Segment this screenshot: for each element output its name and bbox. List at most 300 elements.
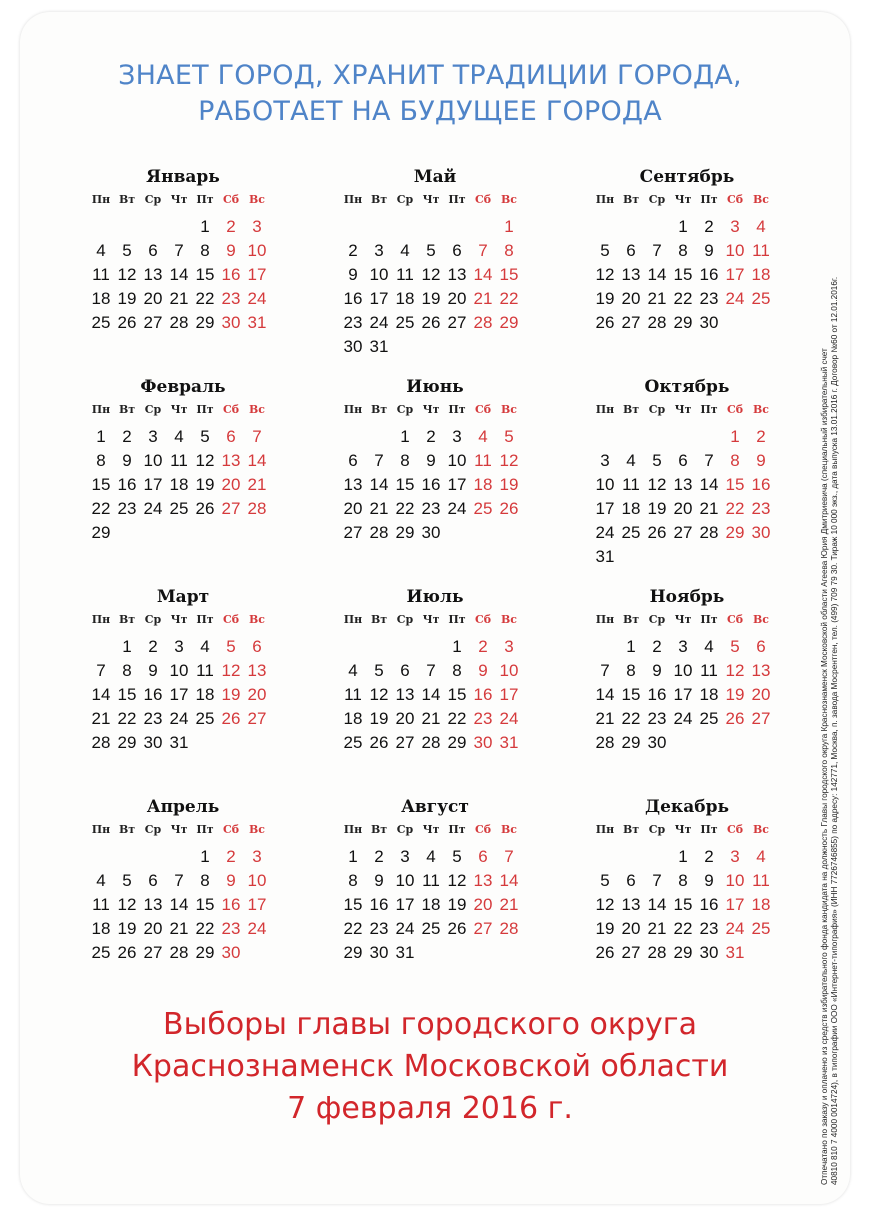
day-cell: 7 [704,451,714,470]
day-cell: 9 [148,661,158,680]
day-cell: 3 [678,637,688,656]
weekday-header: Пн [343,403,363,416]
day-cell: 30 [751,523,771,542]
day-cell: 18 [343,709,363,728]
day-cell: 13 [621,265,641,284]
day-cell: 24 [395,919,415,938]
empty-cell [366,215,392,239]
day-cell: 25 [91,943,111,962]
month-calendar [88,795,278,965]
day-cell: 14 [499,871,519,890]
weekday-header: Вс [501,193,517,206]
election-line-2: Краснознаменск Московской области [131,1049,729,1084]
weekday-header: Пт [196,613,214,626]
day-cell: 22 [195,919,215,938]
empty-cell [340,635,366,659]
day-cell: 30 [221,313,241,332]
day-cell: 5 [652,451,662,470]
day-cell: 15 [343,895,363,914]
day-cell: 27 [447,313,467,332]
day-cell: 17 [673,685,693,704]
day-cell: 26 [647,523,667,542]
day-cell: 9 [348,265,358,284]
month-calendar [592,585,782,755]
day-cell: 23 [751,499,771,518]
day-cell: 19 [195,475,215,494]
day-cell: 10 [499,661,519,680]
empty-cell [592,425,618,449]
month-calendar [88,585,278,755]
weekday-header: Ср [396,193,414,206]
day-cell: 4 [96,871,106,890]
weekday-header: Вс [753,193,769,206]
month-title: Июль [406,587,464,607]
day-cell: 24 [369,313,389,332]
day-cell: 17 [169,685,189,704]
day-cell: 20 [143,289,163,308]
weekday-header: Сб [222,823,240,836]
day-cell: 11 [622,475,640,494]
day-cell: 14 [647,895,667,914]
day-cell: 19 [117,919,137,938]
day-cell: 27 [673,523,693,542]
weekday-header: Чт [170,193,188,206]
day-cell: 9 [756,451,766,470]
weekday-header: Пн [91,613,111,626]
day-cell: 19 [221,685,241,704]
day-cell: 11 [196,661,214,680]
day-cell: 10 [725,241,745,260]
day-cell: 24 [725,289,745,308]
day-cell: 6 [148,871,158,890]
day-cell: 2 [122,427,132,446]
month-calendar [340,795,530,965]
day-cell: 11 [92,895,110,914]
day-cell: 23 [221,289,241,308]
day-cell: 6 [452,241,462,260]
empty-cell [644,845,670,869]
day-cell: 5 [730,637,740,656]
day-cell: 2 [148,637,158,656]
weekday-header: Вт [370,823,388,836]
weekday-header: Вт [118,403,136,416]
day-cell: 1 [96,427,106,446]
weekday-header: Пт [196,193,214,206]
day-cell: 1 [200,847,210,866]
day-cell: 14 [595,685,615,704]
empty-cell [392,215,418,239]
day-cell: 12 [421,265,441,284]
day-cell: 1 [626,637,636,656]
day-cell: 13 [143,265,163,284]
day-cell: 15 [91,475,111,494]
weekday-header: Чт [674,403,692,416]
weekday-header: Вс [249,403,265,416]
month-calendar [88,375,278,545]
day-cell: 9 [374,871,384,890]
day-cell: 12 [221,661,241,680]
day-cell: 18 [751,895,771,914]
day-cell: 4 [96,241,106,260]
day-cell: 15 [447,685,467,704]
day-cell: 9 [426,451,436,470]
empty-cell [366,635,392,659]
day-cell: 30 [699,313,719,332]
day-cell: 26 [595,313,615,332]
weekday-header: Вс [501,613,517,626]
day-cell: 15 [117,685,137,704]
day-cell: 25 [699,709,719,728]
day-cell: 1 [122,637,132,656]
day-cell: 13 [395,685,415,704]
day-cell: 6 [478,847,488,866]
day-cell: 27 [395,733,415,752]
month-grid [340,401,530,545]
day-cell: 3 [504,637,514,656]
day-cell: 27 [143,313,163,332]
day-cell: 12 [117,265,137,284]
day-cell: 16 [421,475,441,494]
day-cell: 29 [91,523,111,542]
day-cell: 16 [751,475,771,494]
day-cell: 3 [600,451,610,470]
day-cell: 24 [673,709,693,728]
month-grid [340,611,530,755]
day-cell: 27 [221,499,241,518]
day-cell: 8 [730,451,740,470]
day-cell: 4 [756,847,766,866]
day-cell: 31 [395,943,415,962]
day-cell: 24 [499,709,519,728]
day-cell: 25 [91,313,111,332]
weekday-header: Пт [700,193,718,206]
day-cell: 7 [600,661,610,680]
day-cell: 23 [473,709,493,728]
day-cell: 29 [499,313,519,332]
day-cell: 16 [343,289,363,308]
weekday-header: Чт [674,613,692,626]
day-cell: 3 [730,217,740,236]
day-cell: 29 [673,943,693,962]
day-cell: 28 [369,523,389,542]
weekday-header: Ср [144,613,162,626]
month-title: Февраль [140,377,226,397]
day-cell: 11 [422,871,440,890]
day-cell: 9 [704,871,714,890]
day-cell: 26 [725,709,745,728]
day-cell: 26 [221,709,241,728]
day-cell: 18 [621,499,641,518]
day-cell: 2 [704,217,714,236]
day-cell: 15 [395,475,415,494]
month-calendar [592,795,782,965]
weekday-header: Пт [700,823,718,836]
day-cell: 14 [473,265,493,284]
day-cell: 21 [473,289,493,308]
weekday-header: Сб [726,403,744,416]
day-cell: 4 [200,637,210,656]
day-cell: 22 [117,709,137,728]
weekday-header: Чт [170,823,188,836]
empty-cell [140,215,166,239]
day-cell: 25 [343,733,363,752]
day-cell: 24 [247,289,267,308]
weekday-header: Вт [118,193,136,206]
day-cell: 8 [678,241,688,260]
day-cell: 24 [447,499,467,518]
day-cell: 14 [421,685,441,704]
day-cell: 10 [169,661,189,680]
weekday-header: Вс [501,823,517,836]
day-cell: 20 [751,685,771,704]
day-cell: 24 [725,919,745,938]
day-cell: 16 [699,895,719,914]
month-grid [340,191,530,359]
day-cell: 12 [595,265,615,284]
weekday-header: Ср [396,403,414,416]
empty-cell [114,845,140,869]
weekday-header: Чт [170,403,188,416]
day-cell: 20 [673,499,693,518]
day-cell: 16 [221,895,241,914]
day-cell: 17 [725,265,745,284]
day-cell: 9 [226,871,236,890]
month-title: Август [401,797,469,817]
month-calendar [340,585,530,755]
weekday-header: Вт [118,613,136,626]
day-cell: 7 [174,871,184,890]
day-cell: 17 [395,895,415,914]
weekday-header: Вс [753,613,769,626]
day-cell: 6 [756,637,766,656]
empty-cell [644,215,670,239]
weekday-header: Ср [648,823,666,836]
day-cell: 24 [247,919,267,938]
day-cell: 11 [92,265,110,284]
month-title: Апрель [146,797,220,817]
day-cell: 31 [369,337,389,356]
day-cell: 3 [148,427,158,446]
day-cell: 28 [647,943,667,962]
day-cell: 26 [195,499,215,518]
day-cell: 26 [447,919,467,938]
month-grid [592,191,782,335]
weekday-header: Чт [674,193,692,206]
day-cell: 3 [730,847,740,866]
day-cell: 23 [369,919,389,938]
day-cell: 25 [395,313,415,332]
day-cell: 14 [247,451,267,470]
day-cell: 7 [174,241,184,260]
day-cell: 23 [699,919,719,938]
day-cell: 30 [221,943,241,962]
day-cell: 4 [400,241,410,260]
day-cell: 27 [343,523,363,542]
weekday-header: Вт [622,613,640,626]
month-grid [592,821,782,965]
day-cell: 17 [595,499,615,518]
day-cell: 12 [195,451,215,470]
empty-cell [88,215,114,239]
day-cell: 1 [504,217,514,236]
day-cell: 10 [595,475,615,494]
day-cell: 29 [195,313,215,332]
day-cell: 14 [91,685,111,704]
day-cell: 19 [595,289,615,308]
empty-cell [166,215,192,239]
slogan-line-2: РАБОТАЕТ НА БУДУЩЕЕ ГОРОДА [198,96,662,127]
month-title: Сентябрь [639,167,735,187]
day-cell: 25 [621,523,641,542]
day-cell: 13 [343,475,363,494]
day-cell: 9 [122,451,132,470]
day-cell: 21 [499,895,519,914]
month-grid [88,191,278,335]
month-calendar [592,165,782,335]
weekday-header: Ср [648,193,666,206]
weekday-header: Вт [370,403,388,416]
day-cell: 3 [252,847,262,866]
empty-cell [592,845,618,869]
day-cell: 7 [652,871,662,890]
weekday-header: Ср [396,823,414,836]
day-cell: 30 [699,943,719,962]
day-cell: 12 [499,451,519,470]
day-cell: 19 [595,919,615,938]
day-cell: 19 [117,289,137,308]
day-cell: 13 [247,661,267,680]
month-title: Июнь [406,377,464,397]
day-cell: 2 [374,847,384,866]
day-cell: 21 [169,289,189,308]
day-cell: 28 [169,943,189,962]
election-notice [60,1004,800,1130]
day-cell: 10 [247,871,267,890]
day-cell: 15 [195,265,215,284]
day-cell: 25 [751,919,771,938]
day-cell: 21 [647,289,667,308]
day-cell: 27 [473,919,493,938]
day-cell: 7 [478,241,488,260]
day-cell: 22 [725,499,745,518]
day-cell: 11 [344,685,362,704]
imprint-line-1: Отпечатано по заказу и оплачено из средств избирательного фонда кандидата на должность Главы городского округа Краснознаменск Московской области Агеева Юрия Дмитриевича (специальный избирательный счет [820,348,829,1185]
empty-cell [88,635,114,659]
weekday-header: Вт [622,403,640,416]
day-cell: 20 [621,289,641,308]
month-calendar [340,165,530,359]
day-cell: 6 [400,661,410,680]
day-cell: 19 [369,709,389,728]
weekday-header: Сб [222,403,240,416]
day-cell: 21 [247,475,267,494]
day-cell: 7 [504,847,514,866]
day-cell: 8 [348,871,358,890]
day-cell: 26 [595,943,615,962]
empty-cell [392,635,418,659]
day-cell: 4 [348,661,358,680]
month-grid [88,821,278,965]
day-cell: 19 [447,895,467,914]
day-cell: 8 [452,661,462,680]
day-cell: 28 [699,523,719,542]
day-cell: 17 [447,475,467,494]
weekday-header: Вт [370,613,388,626]
empty-cell [592,635,618,659]
day-cell: 6 [678,451,688,470]
day-cell: 29 [117,733,137,752]
day-cell: 26 [499,499,519,518]
day-cell: 15 [725,475,745,494]
day-cell: 12 [369,685,389,704]
day-cell: 5 [200,427,210,446]
day-cell: 22 [673,289,693,308]
day-cell: 17 [247,265,267,284]
day-cell: 21 [369,499,389,518]
day-cell: 18 [169,475,189,494]
day-cell: 9 [652,661,662,680]
weekday-header: Пн [343,193,363,206]
day-cell: 13 [621,895,641,914]
weekday-header: Пт [448,823,466,836]
weekday-header: Чт [170,613,188,626]
month-grid [88,611,278,755]
day-cell: 30 [143,733,163,752]
day-cell: 6 [226,427,236,446]
day-cell: 28 [247,499,267,518]
day-cell: 7 [426,661,436,680]
day-cell: 17 [725,895,745,914]
day-cell: 26 [421,313,441,332]
weekday-header: Пт [448,193,466,206]
day-cell: 8 [200,871,210,890]
day-cell: 25 [195,709,215,728]
empty-cell [418,215,444,239]
day-cell: 14 [369,475,389,494]
day-cell: 27 [621,313,641,332]
weekday-header: Вс [249,193,265,206]
day-cell: 2 [756,427,766,446]
day-cell: 14 [699,475,719,494]
day-cell: 27 [751,709,771,728]
day-cell: 14 [169,895,189,914]
day-cell: 5 [122,871,132,890]
day-cell: 21 [595,709,615,728]
day-cell: 7 [96,661,106,680]
day-cell: 16 [699,265,719,284]
empty-cell [470,215,496,239]
day-cell: 17 [369,289,389,308]
day-cell: 24 [169,709,189,728]
day-cell: 5 [504,427,514,446]
day-cell: 8 [626,661,636,680]
day-cell: 22 [447,709,467,728]
month-title: Ноябрь [649,587,725,607]
weekday-header: Пн [595,403,615,416]
day-cell: 2 [652,637,662,656]
month-title: Октябрь [644,377,730,397]
day-cell: 10 [673,661,693,680]
day-cell: 22 [395,499,415,518]
day-cell: 29 [447,733,467,752]
weekday-header: Сб [726,193,744,206]
month-title: Май [413,167,457,187]
weekday-header: Пн [91,823,111,836]
day-cell: 21 [169,919,189,938]
day-cell: 2 [226,847,236,866]
day-cell: 4 [174,427,184,446]
month-calendar [592,375,782,569]
